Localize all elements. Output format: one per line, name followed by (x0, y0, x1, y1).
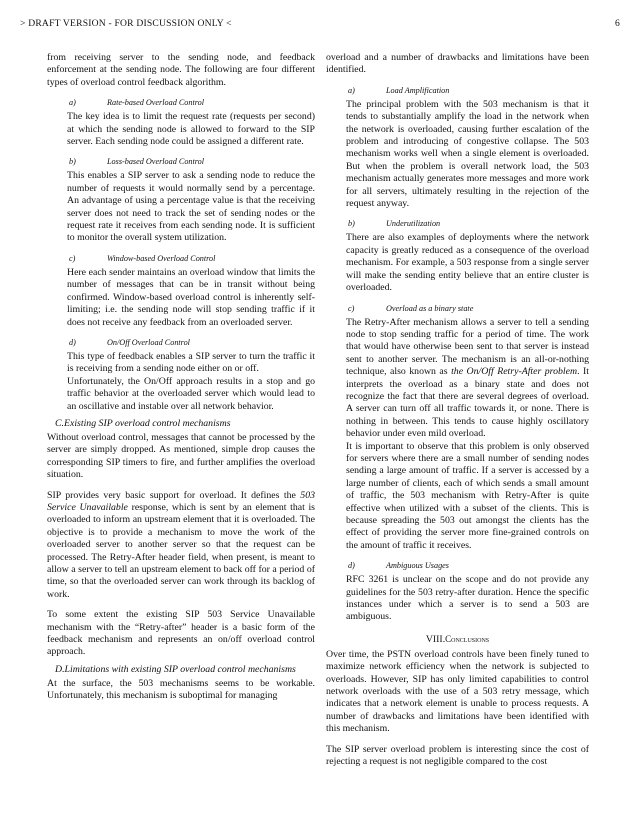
ambiguous-usages-paragraph: RFC 3261 is unclear on the scope and do not provide any guidelines for the 503 retry-after duration. Hence the specific instances under which a server is to send a 503 are ambiguous. (346, 574, 589, 623)
right-column (326, 52, 589, 769)
subsection-heading-on-off: d) On/Off Overload Control (69, 337, 190, 347)
existing-mechanisms-paragraph-2: SIP provides very basic support for overload. It defines the 503 Service Unavailable response, which is sent by an element that is overloaded to inform an upstream element that it is overloaded. The objective is to provide a mechanism to move the work of the overloaded server to another server so that the request can be processed. The Retry-After header field, when present, is meant to allow a server to tell an upstream element to back off for a period of time, so that the overloaded server can work through its backlog of work. (47, 489, 315, 600)
conclusions-paragraph-1: Over time, the PSTN overload controls have been finely tuned to maximize network efficiency when the network is subjected to overloads. However, SIP has only limited capabilities to control network overloads with the use of a 503 retry message, which indicates that a network element is unable to process requests. A number of drawbacks and limitations have been identified with this mechanism. (326, 648, 589, 735)
subsection-heading-load-amplification: a) Load Amplification (348, 85, 450, 95)
right-intro-paragraph: overload and a number of drawbacks and limitations have been identified. (326, 52, 589, 76)
binary-state-paragraph-2: It is important to observe that this problem is only observed for servers where there are a small number of sending nodes sending a large amount of traffic. If a server is accessed by a large number of clients, each of which sends a small amount of traffic, the 503 mechanism with Retry-After is quite effective when utilized with a subset of the clients. This is because spreading the 503 out amongst the clients has the effect of providing the server more fine-grained controls on the amount of traffic it receives. (346, 440, 589, 551)
left-intro-paragraph: from receiving server to the sending node, and feedback enforcement at the sending node. The following are four different types of overload control feedback algorithm. (47, 52, 315, 88)
on-off-paragraph-2: Unfortunately, the On/Off approach results in a stop and go traffic behavior at the overloaded server which would lead to an oscillative and instable over all network behavior. (67, 375, 315, 412)
on-off-paragraph: This type of feedback enables a SIP server to turn the traffic it is receiving from a sending node either on or off. (67, 350, 315, 375)
underutilization-paragraph: There are also examples of deployments where the network capacity is greatly reduced as a consequence of the overload mechanism. For example, a 503 response from a single server will make the sending entity believe that an entire cluster is overloaded. (346, 232, 589, 294)
section-heading-conclusions: VIII.Conclusions (425, 633, 490, 645)
draft-notice: > DRAFT VERSION - FOR DISCUSSION ONLY < (20, 18, 232, 29)
subsection-heading-underutilization: b) Underutilization (348, 219, 441, 229)
window-based-paragraph: Here each sender maintains an overload window that limits the number of messages that can be in transit without being confirmed. Window-based overload control is inherently self-limiting; i.e. the sending node will stop sending traffic if it does not receive any feedback from an overloaded server. (67, 266, 315, 328)
subsection-heading-binary-state: c) Overload as a binary state (348, 303, 474, 313)
rate-based-paragraph: The key idea is to limit the request rate (requests per second) at which the sending node is allowed to forward to the SIP server. Each sending node could be assigned a different rate. (67, 111, 315, 148)
page-number: 6 (615, 18, 620, 29)
load-amplification-paragraph: The principal problem with the 503 mechanism is that it tends to substantially amplify the load in the network when the network is overloaded, causing further escalation of the problem and introducing of congestive collapse. The 503 mechanism works well when a single element is overloaded. But when the problem is overall network load, the 503 mechanism actually generates more messages and more work for all servers, ultimately resulting in the rejection of the request anyway. (346, 98, 589, 210)
section-heading-existing-mechanisms: C.Existing SIP overload control mechanisms (55, 417, 231, 429)
conclusions-paragraph-2: The SIP server overload problem is interesting since the cost of rejecting a request is not negligible compared to the cost (326, 743, 589, 768)
existing-mechanisms-paragraph-3: To some extent the existing SIP 503 Service Unavailable mechanism with the “Retry-after” header is a basic form of the feedback mechanism and represents an on/off overload control approach. (47, 609, 315, 658)
page-header (20, 18, 620, 29)
subsection-heading-loss-based: b) Loss-based Overload Control (69, 157, 205, 167)
binary-state-paragraph: The Retry-After mechanism allows a server to tell a sending node to stop sending traffic for a period of time. The work that would have otherwise been sent to that server is instead sent to another server. The mechanism is an all-or-nothing technique, also known as the On/Off Retry-After problem. It interprets the overload as a binary state and does not recognize the fact that there are several degrees of overload. A server can turn off all traffic towards it, or none. There is nothing in between. This tends to cause highly oscillatory behavior under even mild overload. (346, 316, 589, 440)
existing-mechanisms-paragraph-1: Without overload control, messages that cannot be processed by the server are simply dropped. As mentioned, simple drop causes the corresponding SIP timers to fire, and further amplifies the overload situation. (47, 431, 315, 481)
subsection-heading-ambiguous-usages: d) Ambiguous Usages (348, 561, 449, 571)
limitations-paragraph: At the surface, the 503 mechanisms seems to be workable. Unfortunately, this mechanism is suboptimal for managing (47, 677, 315, 702)
subsection-heading-window-based: c) Window-based Overload Control (69, 253, 216, 263)
left-column (47, 52, 315, 703)
subsection-heading-rate-based: a) Rate-based Overload Control (69, 98, 205, 108)
loss-based-paragraph: This enables a SIP server to ask a sending node to reduce the number of requests it would normally send by a percentage. An advantage of using a percentage value is that the receiving server does not need to track the set of sending nodes or the request rate it receives from each sending node. It is sufficient to monitor the overall system utilization. (67, 170, 315, 244)
section-heading-limitations: D.Limitations with existing SIP overload control mechanisms (55, 663, 296, 675)
